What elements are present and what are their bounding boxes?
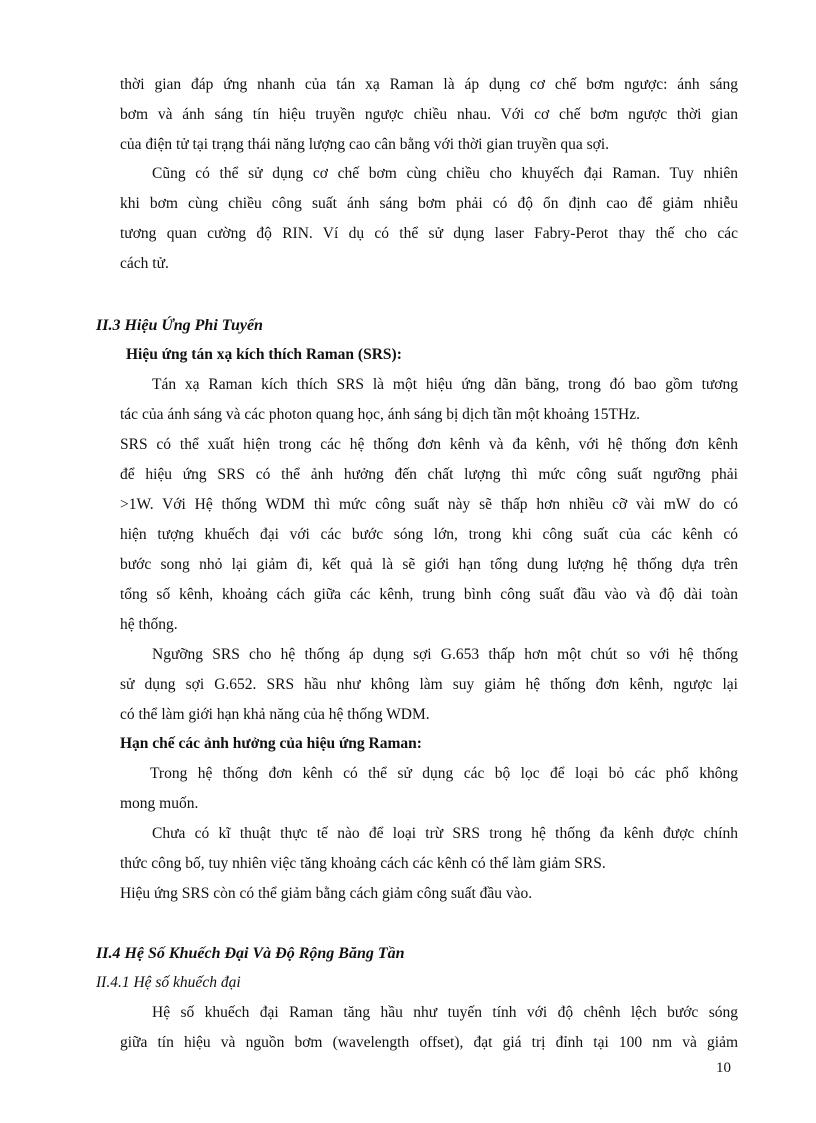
para2-line-3: tương quan cường độ RIN. Ví dụ có thể sử dụng laser Fabry-Perot thay thế cho các <box>120 225 738 242</box>
para5-line-2: mong muốn. <box>120 795 199 812</box>
para7-line-1: Hệ số khuếch đại Raman tăng hầu như tuyến tính với độ chênh lệch bước sóng <box>152 1004 738 1021</box>
para2-line-4: cách tử. <box>120 255 169 272</box>
section-heading-ii4: II.4 Hệ Số Khuếch Đại Và Độ Rộng Băng Tần <box>96 945 405 962</box>
page-number: 10 <box>716 1060 731 1076</box>
para1-line-1: thời gian đáp ứng nhanh của tán xạ Raman là áp dụng cơ chế bơm ngược: ánh sáng <box>120 76 738 93</box>
section-heading-ii41: II.4.1 Hệ số khuếch đại <box>96 974 241 991</box>
para2-line-2: khi bơm cùng chiều công suất ánh sáng bơm phải có độ ổn định cao để giảm nhiễu <box>120 195 738 212</box>
para4-line-3: có thể làm giới hạn khả năng của hệ thống WDM. <box>120 706 430 723</box>
para6-line-1: Chưa có kĩ thuật thực tế nào để loại trừ SRS trong hệ thống đa kênh được chính <box>152 825 738 842</box>
para7-line-2: giữa tín hiệu và nguồn bơm (wavelength offset), đạt giá trị đỉnh tại 100 nm và giảm <box>120 1034 738 1051</box>
para3-line-1: Tán xạ Raman kích thích SRS là một hiệu ứng dãn băng, trong đó bao gồm tương <box>152 376 738 393</box>
para6-line-3: Hiệu ứng SRS còn có thể giảm bằng cách giảm công suất đầu vào. <box>120 885 533 902</box>
para3-line-7: bước song nhỏ lại giảm đi, kết quả là sẽ giới hạn tổng dung lượng hệ thống dựa trên <box>120 556 738 573</box>
para3-line-9: hệ thống. <box>120 616 178 633</box>
para5-line-1: Trong hệ thống đơn kênh có thể sử dụng các bộ lọc để loại bỏ các phổ không <box>150 765 738 782</box>
para4-line-1: Ngưỡng SRS cho hệ thống áp dụng sợi G.653 thấp hơn một chút so với hệ thống <box>152 646 738 663</box>
para1-line-2: bơm và ánh sáng tín hiệu truyền ngược chiều nhau. Với cơ chế bơm ngược thời gian <box>120 106 738 123</box>
limit-subheading: Hạn chế các ảnh hưởng của hiệu ứng Raman: <box>120 735 422 752</box>
para4-line-2: sử dụng sợi G.652. SRS hầu như không làm suy giảm hệ thống đơn kênh, ngược lại <box>120 676 738 693</box>
para6-line-2: thức công bố, tuy nhiên việc tăng khoảng cách các kênh có thể làm giảm SRS. <box>120 855 606 872</box>
para3-line-8: tổng số kênh, khoảng cách giữa các kênh, trung bình công suất đầu vào và độ dài toàn <box>120 586 738 603</box>
para3-line-5: >1W. Với Hệ thống WDM thì mức công suất này sẽ thấp hơn nhiều cỡ vài mW do có <box>120 496 738 513</box>
para1-line-3: của điện tử tại trạng thái năng lượng cao cân bằng với thời gian truyền qua sợi. <box>120 136 610 153</box>
para2-line-1: Cũng có thể sử dụng cơ chế bơm cùng chiều cho khuyếch đại Raman. Tuy nhiên <box>152 165 738 182</box>
para3-line-4: để hiệu ứng SRS có thể ảnh hưởng đến chất lượng thì mức công suất ngưỡng phải <box>120 466 738 483</box>
section-heading-ii3: II.3 Hiệu Ứng Phi Tuyến <box>96 317 263 334</box>
srs-subheading: Hiệu ứng tán xạ kích thích Raman (SRS): <box>126 346 402 363</box>
para3-line-6: hiện tượng khuếch đại với các bước sóng lớn, trong khi công suất của các kênh có <box>120 526 738 543</box>
para3-line-2: tác của ánh sáng và các photon quang học, ánh sáng bị dịch tần một khoảng 15THz. <box>120 406 640 423</box>
para3-line-3: SRS có thể xuất hiện trong các hệ thống đơn kênh và đa kênh, với hệ thống đơn kênh <box>120 436 738 453</box>
